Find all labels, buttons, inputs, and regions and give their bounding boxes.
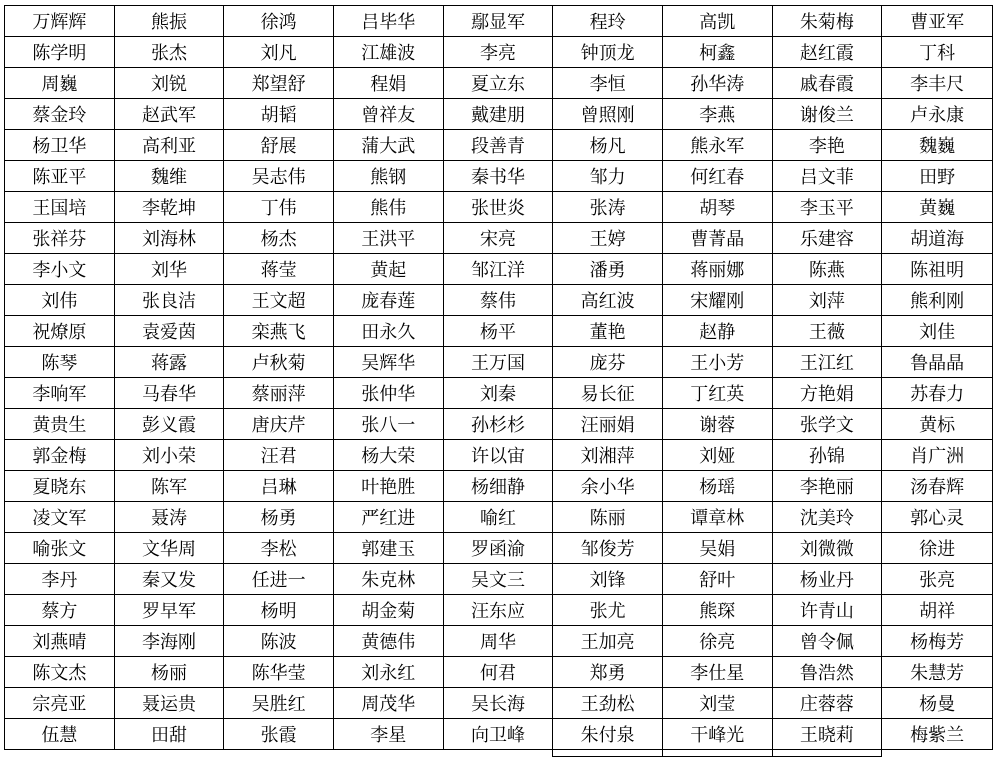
name-cell: 徐亮 [662,626,772,657]
name-cell: 戴建朋 [443,99,553,130]
name-cell: 曾令佩 [772,626,882,657]
name-cell: 汪丽娟 [553,409,663,440]
table-row [5,502,993,533]
empty-cell [333,750,443,757]
name-cell: 舒展 [224,130,334,161]
name-cell: 赵武军 [114,99,224,130]
name-cell: 吴文三 [443,564,553,595]
name-cell: 马春华 [114,378,224,409]
name-cell: 李小文 [5,254,115,285]
name-cell: 陈文杰 [5,657,115,688]
name-cell: 乐建容 [772,223,882,254]
table-row [5,409,993,440]
name-cell: 刘佳 [882,316,993,347]
name-cell: 方艳娟 [772,378,882,409]
name-cell: 蔡丽萍 [224,378,334,409]
name-cell: 刘伟 [5,285,115,316]
name-cell: 张八一 [333,409,443,440]
name-cell: 张良洁 [114,285,224,316]
name-cell: 李艳丽 [772,471,882,502]
name-cell: 文华周 [114,533,224,564]
name-cell: 秦书华 [443,161,553,192]
name-cell: 程娟 [333,68,443,99]
name-cell: 李艳 [772,130,882,161]
empty-cell [443,750,553,757]
name-cell: 何红春 [662,161,772,192]
table-row [5,130,993,161]
name-cell: 宋亮 [443,223,553,254]
name-cell: 张霞 [224,719,334,750]
name-cell: 徐鸿 [224,6,334,37]
name-cell: 吴长海 [443,688,553,719]
name-cell: 刘燕晴 [5,626,115,657]
table-row [5,688,993,719]
name-cell: 张尤 [553,595,663,626]
name-cell: 李松 [224,533,334,564]
name-cell: 凌文军 [5,502,115,533]
name-cell: 伍慧 [5,719,115,750]
name-cell: 夏立东 [443,68,553,99]
name-cell: 董艳 [553,316,663,347]
name-cell: 杨卫华 [5,130,115,161]
name-cell: 张亮 [882,564,993,595]
name-cell: 赵静 [662,316,772,347]
name-table [4,5,993,757]
name-cell: 柯鑫 [662,37,772,68]
table-row [5,564,993,595]
name-cell: 吴志伟 [224,161,334,192]
name-cell: 陈军 [114,471,224,502]
name-cell: 宗亮亚 [5,688,115,719]
name-cell: 刘湘萍 [553,440,663,471]
name-cell: 杨平 [443,316,553,347]
name-cell: 鲁浩然 [772,657,882,688]
name-cell: 熊利刚 [882,285,993,316]
name-cell: 陈琴 [5,347,115,378]
name-cell: 杨丽 [114,657,224,688]
name-cell: 李乾坤 [114,192,224,223]
name-cell: 李响军 [5,378,115,409]
name-cell: 沈美玲 [772,502,882,533]
name-cell: 吕文菲 [772,161,882,192]
empty-cell [114,750,224,757]
name-cell: 蒋丽娜 [662,254,772,285]
name-cell: 杨杰 [224,223,334,254]
name-cell: 刘莹 [662,688,772,719]
name-cell: 钟顶龙 [553,37,663,68]
name-cell: 田野 [882,161,993,192]
name-cell: 赵红霞 [772,37,882,68]
name-cell: 肖广洲 [882,440,993,471]
name-cell: 戚春霞 [772,68,882,99]
name-cell: 刘锋 [553,564,663,595]
name-cell: 喻张文 [5,533,115,564]
name-cell: 丁科 [882,37,993,68]
name-cell: 严红进 [333,502,443,533]
name-cell: 刘海林 [114,223,224,254]
table-row [5,223,993,254]
name-cell: 陈丽 [553,502,663,533]
name-cell: 余小华 [553,471,663,502]
name-cell: 杨大荣 [333,440,443,471]
name-cell: 黄贵生 [5,409,115,440]
name-cell: 郭金梅 [5,440,115,471]
name-cell: 刘凡 [224,37,334,68]
name-cell: 杨勇 [224,502,334,533]
name-cell: 王加亮 [553,626,663,657]
name-table-body [5,6,993,757]
name-cell: 高红波 [553,285,663,316]
name-cell: 周巍 [5,68,115,99]
name-cell: 万辉辉 [5,6,115,37]
name-cell: 魏巍 [882,130,993,161]
name-cell: 胡祥 [882,595,993,626]
name-cell: 谢俊兰 [772,99,882,130]
name-cell: 蒋露 [114,347,224,378]
name-cell: 熊振 [114,6,224,37]
name-cell: 王洪平 [333,223,443,254]
name-cell: 王万国 [443,347,553,378]
name-cell: 秦又发 [114,564,224,595]
name-cell: 黄标 [882,409,993,440]
name-cell: 陈祖明 [882,254,993,285]
name-cell: 曹菁晶 [662,223,772,254]
name-cell: 王文超 [224,285,334,316]
name-cell: 刘永红 [333,657,443,688]
name-cell: 高凯 [662,6,772,37]
name-cell: 张学文 [772,409,882,440]
name-cell: 吴辉华 [333,347,443,378]
name-cell: 干峰光 [662,719,772,750]
name-cell: 李丹 [5,564,115,595]
name-cell: 唐庆芹 [224,409,334,440]
name-cell: 曾照刚 [553,99,663,130]
name-cell: 朱克林 [333,564,443,595]
name-cell: 张祥芬 [5,223,115,254]
name-cell: 喻红 [443,502,553,533]
name-cell: 何君 [443,657,553,688]
name-cell: 彭义霞 [114,409,224,440]
name-cell: 罗早军 [114,595,224,626]
name-cell: 李海刚 [114,626,224,657]
empty-cell [772,750,882,757]
table-row [5,316,993,347]
name-cell: 张涛 [553,192,663,223]
name-cell: 熊伟 [333,192,443,223]
name-cell: 蔡伟 [443,285,553,316]
name-cell: 李恒 [553,68,663,99]
name-cell: 王江红 [772,347,882,378]
name-cell: 曹亚军 [882,6,993,37]
empty-cell [662,750,772,757]
name-cell: 许青山 [772,595,882,626]
name-cell: 黄起 [333,254,443,285]
name-cell: 聂运贵 [114,688,224,719]
name-cell: 汪君 [224,440,334,471]
name-cell: 丁伟 [224,192,334,223]
name-cell: 吕毕华 [333,6,443,37]
name-cell: 杨细静 [443,471,553,502]
name-cell: 郭心灵 [882,502,993,533]
name-cell: 吴胜红 [224,688,334,719]
empty-cell [224,750,334,757]
name-cell: 祝燎原 [5,316,115,347]
name-cell: 熊钢 [333,161,443,192]
name-cell: 杨凡 [553,130,663,161]
name-cell: 胡琴 [662,192,772,223]
empty-cell [553,750,663,757]
table-row [5,285,993,316]
name-cell: 陈燕 [772,254,882,285]
name-cell: 刘萍 [772,285,882,316]
name-cell: 魏维 [114,161,224,192]
name-cell: 陈波 [224,626,334,657]
name-cell: 潘勇 [553,254,663,285]
table-row [5,533,993,564]
name-cell: 刘秦 [443,378,553,409]
empty-cell [5,750,115,757]
name-cell: 聂涛 [114,502,224,533]
name-cell: 熊琛 [662,595,772,626]
name-cell: 郑望舒 [224,68,334,99]
name-cell: 叶艳胜 [333,471,443,502]
table-row [5,626,993,657]
name-cell: 汤春辉 [882,471,993,502]
name-cell: 杨梅芳 [882,626,993,657]
name-cell: 庞春莲 [333,285,443,316]
name-cell: 夏晓东 [5,471,115,502]
name-cell: 谢蓉 [662,409,772,440]
name-cell: 王晓莉 [772,719,882,750]
name-cell: 梅紫兰 [882,719,993,750]
name-cell: 刘华 [114,254,224,285]
name-cell: 陈华莹 [224,657,334,688]
name-cell: 邹江洋 [443,254,553,285]
name-cell: 宋耀刚 [662,285,772,316]
name-cell: 王婷 [553,223,663,254]
name-cell: 李亮 [443,37,553,68]
table-row [5,161,993,192]
name-cell: 舒叶 [662,564,772,595]
name-cell: 邹俊芳 [553,533,663,564]
name-cell: 李仕星 [662,657,772,688]
name-cell: 曾祥友 [333,99,443,130]
name-cell: 易长征 [553,378,663,409]
name-cell: 李星 [333,719,443,750]
name-cell: 周华 [443,626,553,657]
name-cell: 王劲松 [553,688,663,719]
name-cell: 李玉平 [772,192,882,223]
name-cell: 刘娅 [662,440,772,471]
name-cell: 蔡金玲 [5,99,115,130]
table-row [5,657,993,688]
name-cell: 王国培 [5,192,115,223]
name-cell: 蒲大武 [333,130,443,161]
empty-cell [882,750,993,757]
name-cell: 卢秋菊 [224,347,334,378]
name-cell: 孙锦 [772,440,882,471]
table-row [5,440,993,471]
name-cell: 张仲华 [333,378,443,409]
name-cell: 胡韬 [224,99,334,130]
name-cell: 鲁晶晶 [882,347,993,378]
name-cell: 汪东应 [443,595,553,626]
name-cell: 蔡方 [5,595,115,626]
table-row [5,471,993,502]
name-cell: 罗函渝 [443,533,553,564]
name-cell: 鄢显军 [443,6,553,37]
name-cell: 张杰 [114,37,224,68]
name-cell: 刘锐 [114,68,224,99]
name-cell: 高利亚 [114,130,224,161]
name-cell: 杨瑶 [662,471,772,502]
name-cell: 许以宙 [443,440,553,471]
name-cell: 吕琳 [224,471,334,502]
table-row [5,99,993,130]
name-cell: 蒋莹 [224,254,334,285]
name-cell: 庞芬 [553,347,663,378]
name-cell: 栾燕飞 [224,316,334,347]
name-cell: 熊永军 [662,130,772,161]
name-cell: 孙华涛 [662,68,772,99]
name-cell: 吴娟 [662,533,772,564]
name-cell: 段善青 [443,130,553,161]
name-cell: 王薇 [772,316,882,347]
name-cell: 杨明 [224,595,334,626]
name-cell: 张世炎 [443,192,553,223]
name-cell: 郭建玉 [333,533,443,564]
name-cell: 朱付泉 [553,719,663,750]
name-cell: 刘微微 [772,533,882,564]
name-cell: 袁爱茵 [114,316,224,347]
name-cell: 李丰尺 [882,68,993,99]
name-cell: 邹力 [553,161,663,192]
table-row [5,347,993,378]
name-cell: 杨曼 [882,688,993,719]
name-cell: 胡道海 [882,223,993,254]
name-cell: 谭章林 [662,502,772,533]
name-cell: 朱菊梅 [772,6,882,37]
table-row [5,378,993,409]
table-row [5,719,993,750]
name-cell: 卢永康 [882,99,993,130]
name-cell: 丁红英 [662,378,772,409]
name-cell: 王小芳 [662,347,772,378]
name-cell: 孙杉杉 [443,409,553,440]
table-row [5,254,993,285]
table-row [5,595,993,626]
name-cell: 任进一 [224,564,334,595]
table-row [5,37,993,68]
name-cell: 朱慧芳 [882,657,993,688]
name-cell: 田永久 [333,316,443,347]
name-cell: 刘小荣 [114,440,224,471]
name-cell: 江雄波 [333,37,443,68]
name-cell: 向卫峰 [443,719,553,750]
name-cell: 杨业丹 [772,564,882,595]
name-cell: 陈亚平 [5,161,115,192]
name-cell: 程玲 [553,6,663,37]
name-cell: 庄蓉蓉 [772,688,882,719]
name-cell: 周茂华 [333,688,443,719]
name-cell: 田甜 [114,719,224,750]
name-cell: 黄德伟 [333,626,443,657]
name-cell: 胡金菊 [333,595,443,626]
name-cell: 苏春力 [882,378,993,409]
name-cell: 黄巍 [882,192,993,223]
table-row [5,68,993,99]
name-cell: 郑勇 [553,657,663,688]
name-cell: 徐进 [882,533,993,564]
name-cell: 陈学明 [5,37,115,68]
name-cell: 李燕 [662,99,772,130]
table-row [5,192,993,223]
table-row-partial [5,750,993,757]
table-row [5,6,993,37]
